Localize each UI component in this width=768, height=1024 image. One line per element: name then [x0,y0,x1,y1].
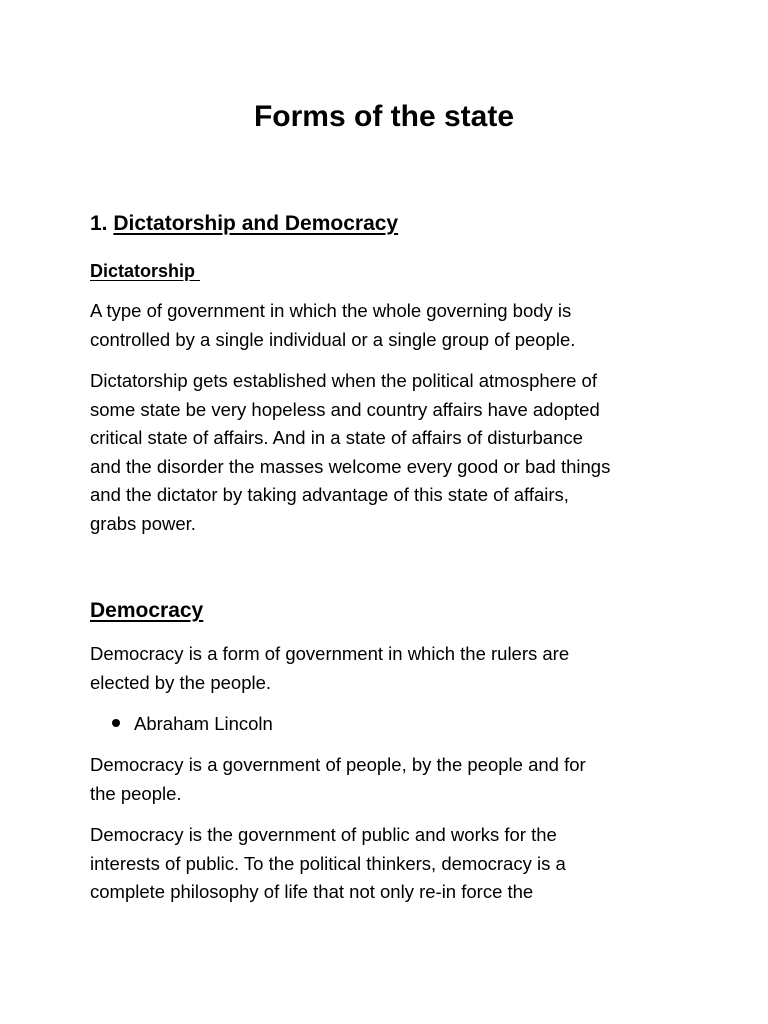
text-line: complete philosophy of life that not only re-in force the [90,881,534,902]
democracy-explanation [90,821,690,907]
democracy-quote [90,751,690,808]
bullet-dot-icon [112,719,120,727]
text-line: interests of public. To the political thinkers, democracy is a [90,852,566,874]
section-heading [90,210,398,238]
bullet-text: Abraham Lincoln [134,713,273,734]
bullet-item [112,710,273,739]
dictatorship-explanation [90,367,690,538]
page-title: Forms of the state [253,100,515,133]
text-line: and the disorder the masses welcome every good or bad things [90,455,611,477]
text-line: some state be very hopeless and country affairs have adopted [90,398,600,420]
text-line: and the dictator by taking advantage of this state of affairs, [90,484,569,505]
text-line: Democracy is a government of people, by the people and for [90,754,586,775]
text-line: the people. [90,782,182,804]
text-line: Dictatorship gets established when the political atmosphere of [90,370,597,391]
democracy-heading: Democracy [90,599,204,622]
text-line: elected by the people. [90,671,272,693]
text-line: A type of government in which the whole governing body is [90,300,572,321]
text-line: critical state of affairs. And in a state of affairs of disturbance [90,427,583,448]
text-line: controlled by a single individual or a single group of people. [90,328,576,350]
text-line: grabs power. [90,512,196,534]
democracy-definition [90,640,690,697]
text-line: Democracy is a form of government in which the rulers are [90,643,570,664]
dictatorship-definition [90,297,690,354]
text-line: Democracy is the government of public and works for the [90,824,557,845]
section-number: 1. [90,212,108,235]
section-title: Dictatorship and Democracy [113,212,399,235]
dictatorship-heading: Dictatorship [90,261,201,281]
